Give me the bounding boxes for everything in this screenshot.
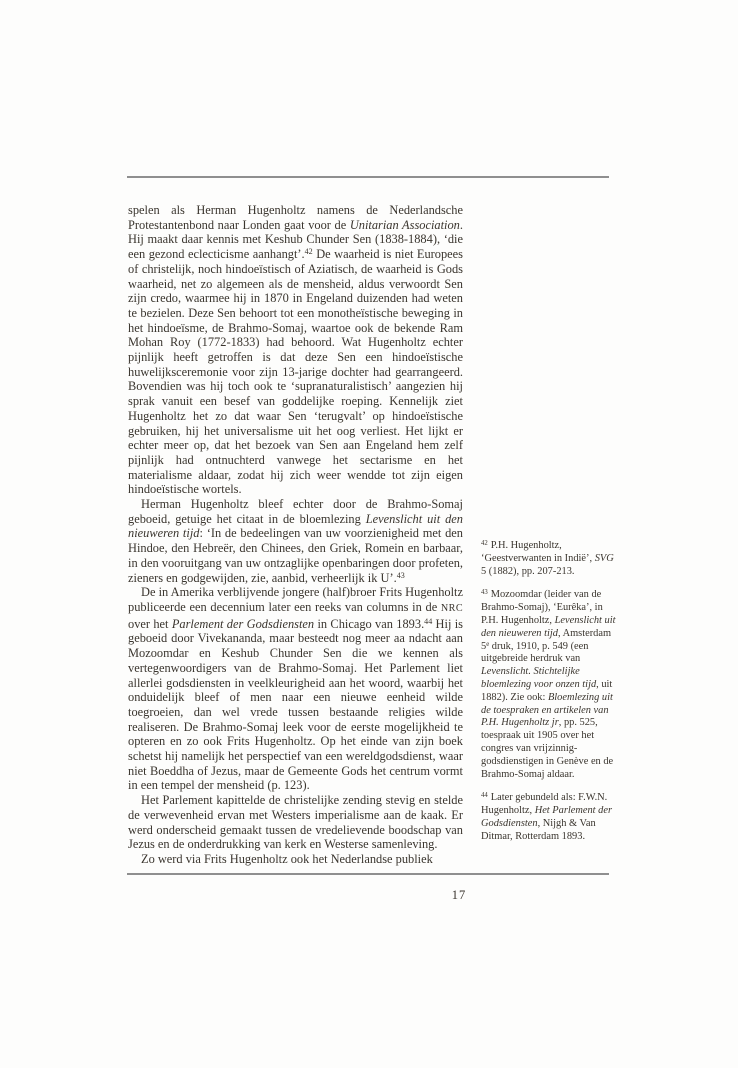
paragraph-2: Herman Hugenholtz bleef echter door de Brahmo-Somaj geboeid, getuige het citaat in de bloemlezing Levenslicht uit den nieuweren tijd: ‘In de bedeelingen van uw voorzienigheid met den Hindoe, den Hebreër, den Chinees, den Griek, Romein en barbaar, in den vooruitgang van uw ontzaglijke openbaringen door profeten, zieners en godgewijden, zie, aanbid, verheerlijk ik U’.$^{43}$ — [128, 497, 463, 585]
margin-notes-column — [481, 540, 619, 855]
footnote-42 — [481, 540, 619, 578]
bottom-rule — [127, 873, 609, 875]
footnote-44 — [481, 792, 619, 843]
footnote-43-text: Mozoomdar (leider van de Brahmo-Somaj), ‘Eurêka’, in P.H. Hugenholtz, Levenslicht uit den nieuweren tijd, Amsterdam 5e druk, 1910, p. 549 (een uitgebreide herdruk van Levenslicht. Stichtelijke bloemlezing voor onzen tijd, uit 1882). Zie ook: Bloemlezing uit de toespraken en artikelen van P.H. Hugenholtz jr, pp. 525, toespraak uit 1905 over het congres van vrijzinnig-godsdienstigen in Genève en de Brahmo-Somaj aldaar. — [481, 589, 616, 780]
footnote-44-number: 44 — [481, 792, 488, 800]
page-number: 17 — [451, 888, 467, 902]
paragraph-3: De in Amerika verblijvende jongere (half)broer Frits Hugenholtz publiceerde een decennium later een reeks van columns in de NRC over het Parlement der Godsdiensten in Chicago van 1893.44 Hij is geboeid door Vivekananda, maar besteedt nog meer aa ndacht aan Mozoomdar en Keshub Chunder Sen die we kennen als vertegenwoordigers van de Brahmo-Somaj. Het Parlement liet allerlei godsdiensten in veelkleurigheid aan het woord, waarbij het onduidelijk bleef of men naar een nieuwe eenheid wilde toegroeien, dan wel vrede tussen bestaande religies wilde realiseren. De Brahmo-Somaj leek voor de eerste mogelijkheid te opteren en zo ook Frits Hugenholtz. Op het einde van zijn boek schetst hij namelijk het perspectief van een wereldgodsdienst, waar niet Boeddha of Jezus, maar de Gemeente Gods het centrum vormt in een tempel der mensheid (p. 123). — [128, 585, 463, 793]
paragraph-4: Het Parlement kapittelde de christelijke zending stevig en stelde de verwevenheid ervan met Westers imperialisme aan de kaak. Er werd onderscheid gemaakt tussen de vredelievende boodschap van Jezus en de onderdrukking van kerk en Westerse samenleving. — [128, 793, 463, 852]
paragraph-5: Zo werd via Frits Hugenholtz ook het Nederlandse publiek — [141, 851, 433, 866]
paragraph-1: spelen als Herman Hugenholtz namens de Nederlandsche Protestantenbond naar Londen gaat voor de Unitarian Association. Hij maakt daar kennis met Keshub Chunder Sen (1838-1884), ‘die een gezond eclecticisme aanhangt’.$^{42}$ De waarheid is niet Europees of christelijk, noch hindoeïstisch of Aziatisch, de waarheid is Gods waarheid, net zo algemeen als de mensheid, aldus verwoordt Sen zijn credo, waarmee hij in 1870 in Engeland duizenden had weten te bezielen. Deze Sen behoort tot een monotheïstische beweging in het hindoeïsme, de Brahmo-Somaj, waartoe ook de bekende Ram Mohan Roy (1772-1833) had behoord. Wat Hugenholtz echter pijnlijk heeft getroffen is dat deze Sen een hindoeïstische huwelijksceremonie voor zijn 13-jarige dochter had gearrangeerd. Bovendien was hij toch ook te ‘supranaturalistisch’ aangezien hij sprak vanuit een besef van goddelijke roeping. Kennelijk ziet Hugenholtz het zo dat waar Sen ‘terugvalt’ op hindoeïstische gebruiken, hij het universalisme uit het oog verliest. Het lijkt er echter meer op, dat het bezoek van Sen aan Engeland hem zelf pijnlijk had ontnuchterd vanwege het sectarisme en het materialisme aldaar, zodat hij zich weer wendde tot zijn eigen hindoeïstische wortels. — [128, 203, 463, 497]
footnote-43-number: 43 — [481, 589, 488, 597]
main-text-column — [128, 203, 463, 867]
footnote-44-text: Later gebundeld als: F.W.N. Hugenholtz, Het Parlement der Godsdiensten, Nijgh & Van Ditmar, Rotterdam 1893. — [481, 792, 613, 842]
footnote-43 — [481, 589, 619, 781]
top-rule — [127, 176, 609, 178]
footnote-42-text: P.H. Hugenholtz, ‘Geestverwanten in Indië’, SVG 5 (1882), pp. 207-213. — [481, 540, 614, 577]
footnote-42-number: 42 — [481, 539, 488, 547]
